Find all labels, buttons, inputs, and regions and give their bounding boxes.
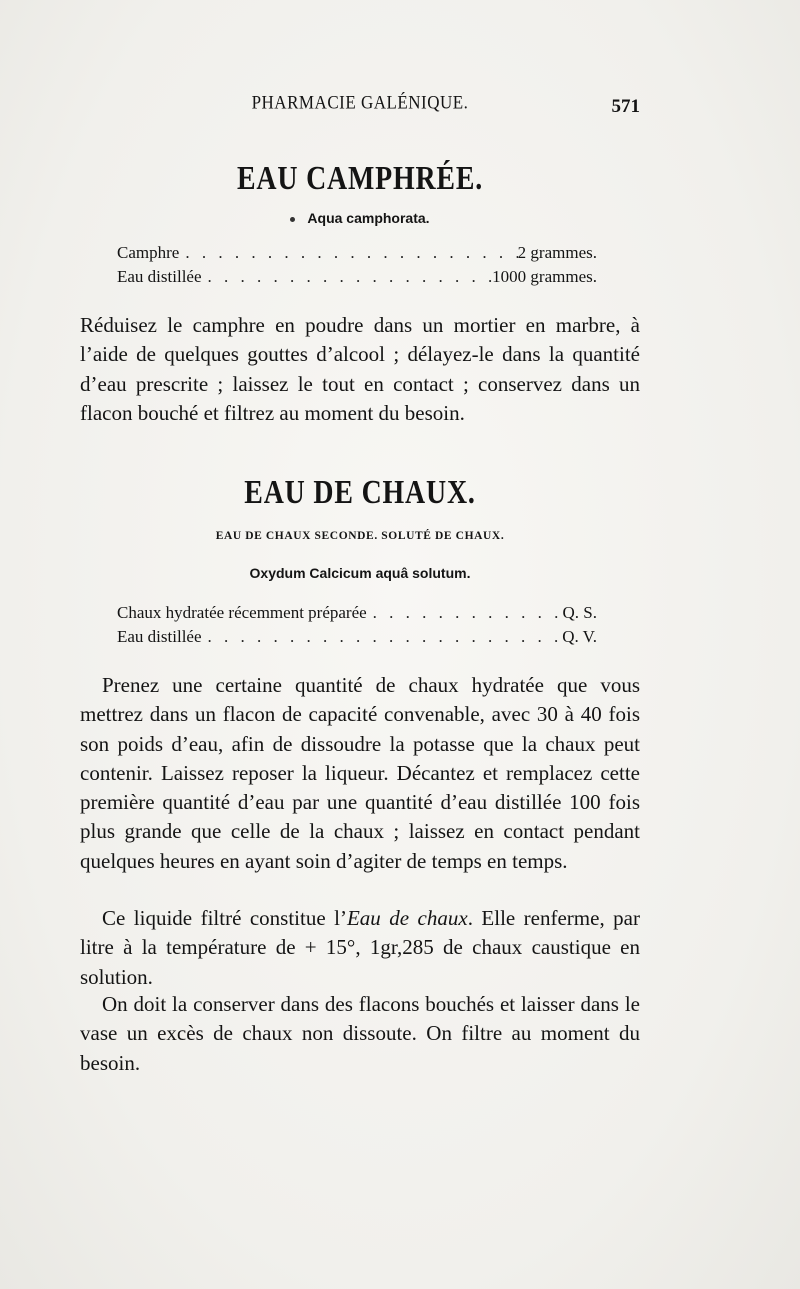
ingredient-name: Chaux hydratée récemment préparée	[117, 603, 367, 622]
paragraph-conservation: On doit la conserver dans des flacons bouchés et laisser dans le vase un excès de chaux non dissoute. On filtre au moment du besoin.	[80, 992, 640, 1075]
dot-leader	[367, 603, 563, 623]
composition-text-start: Ce liquide filtré constitue l’	[102, 906, 347, 930]
composition-text-end: . Elle renferme, par litre à la température de + 15°, 1gr,285 de chaux caustique en solution.	[80, 906, 640, 989]
section-title-eau-camphree: EAU CAMPHRÉE.	[236, 160, 484, 197]
section-title-eau-de-chaux: EAU DE CHAUX.	[244, 474, 476, 511]
composition-italic-term: Eau de chaux	[346, 906, 468, 930]
synonyms-line: EAU DE CHAUX SECONDE. SOLUTÉ DE CHAUX.	[215, 530, 505, 542]
latin-name-aqua-camphorata	[80, 210, 640, 226]
recipe-row-camphre	[117, 243, 597, 265]
ingredient-quantity: 1000 grammes.	[492, 267, 597, 286]
paragraph-eau-camphree-instructions: Réduisez le camphre en poudre dans un mortier en marbre, à l’aide de quelques gouttes d’alcool ; délayez-le dans la quantité d’eau prescrite ; laissez le tout en contact ; conservez dans un flacon bouché et filtrez au moment du besoin.	[80, 313, 640, 425]
dot-leader	[179, 243, 517, 263]
ingredient-name: Eau distillée	[117, 627, 202, 646]
latin-name-text: Aqua camphorata.	[307, 210, 430, 226]
ingredient-quantity: 2 grammes.	[517, 243, 597, 262]
ingredient-quantity: Q. S.	[562, 603, 597, 622]
recipe-row-eau-distillee-2	[117, 627, 597, 649]
page-number: 571	[611, 96, 640, 117]
recipe-row-chaux-hydratee	[117, 603, 597, 625]
ingredient-name: Camphre	[117, 243, 180, 262]
bullet-dot-icon	[290, 217, 295, 222]
paragraph-preparation: Prenez une certaine quantité de chaux hydratée que vous mettrez dans un flacon de capacité convenable, avec 30 à 40 fois son poids d’eau, afin de dissoudre la potasse que la chaux peut contenir. Laissez reposer la liqueur. Décantez et remplacez cette première quantité d’eau par une quantité d’eau distillée 100 fois plus grande que celle de la chaux ; laissez en contact pendant quelques heures en ayant soin d’agiter de temps en temps.	[80, 673, 640, 873]
dot-leader	[202, 627, 563, 647]
paragraph-composition	[80, 904, 640, 992]
running-head-title: PHARMACIE GALÉNIQUE.	[251, 91, 469, 114]
ingredient-name: Eau distillée	[117, 267, 202, 286]
dot-leader	[202, 267, 493, 287]
recipe-row-eau-distillee	[117, 267, 597, 289]
latin-name-oxydum-calcicum: Oxydum Calcicum aquâ solutum.	[249, 565, 471, 581]
running-head	[80, 93, 640, 117]
ingredient-quantity: Q. V.	[562, 627, 597, 646]
